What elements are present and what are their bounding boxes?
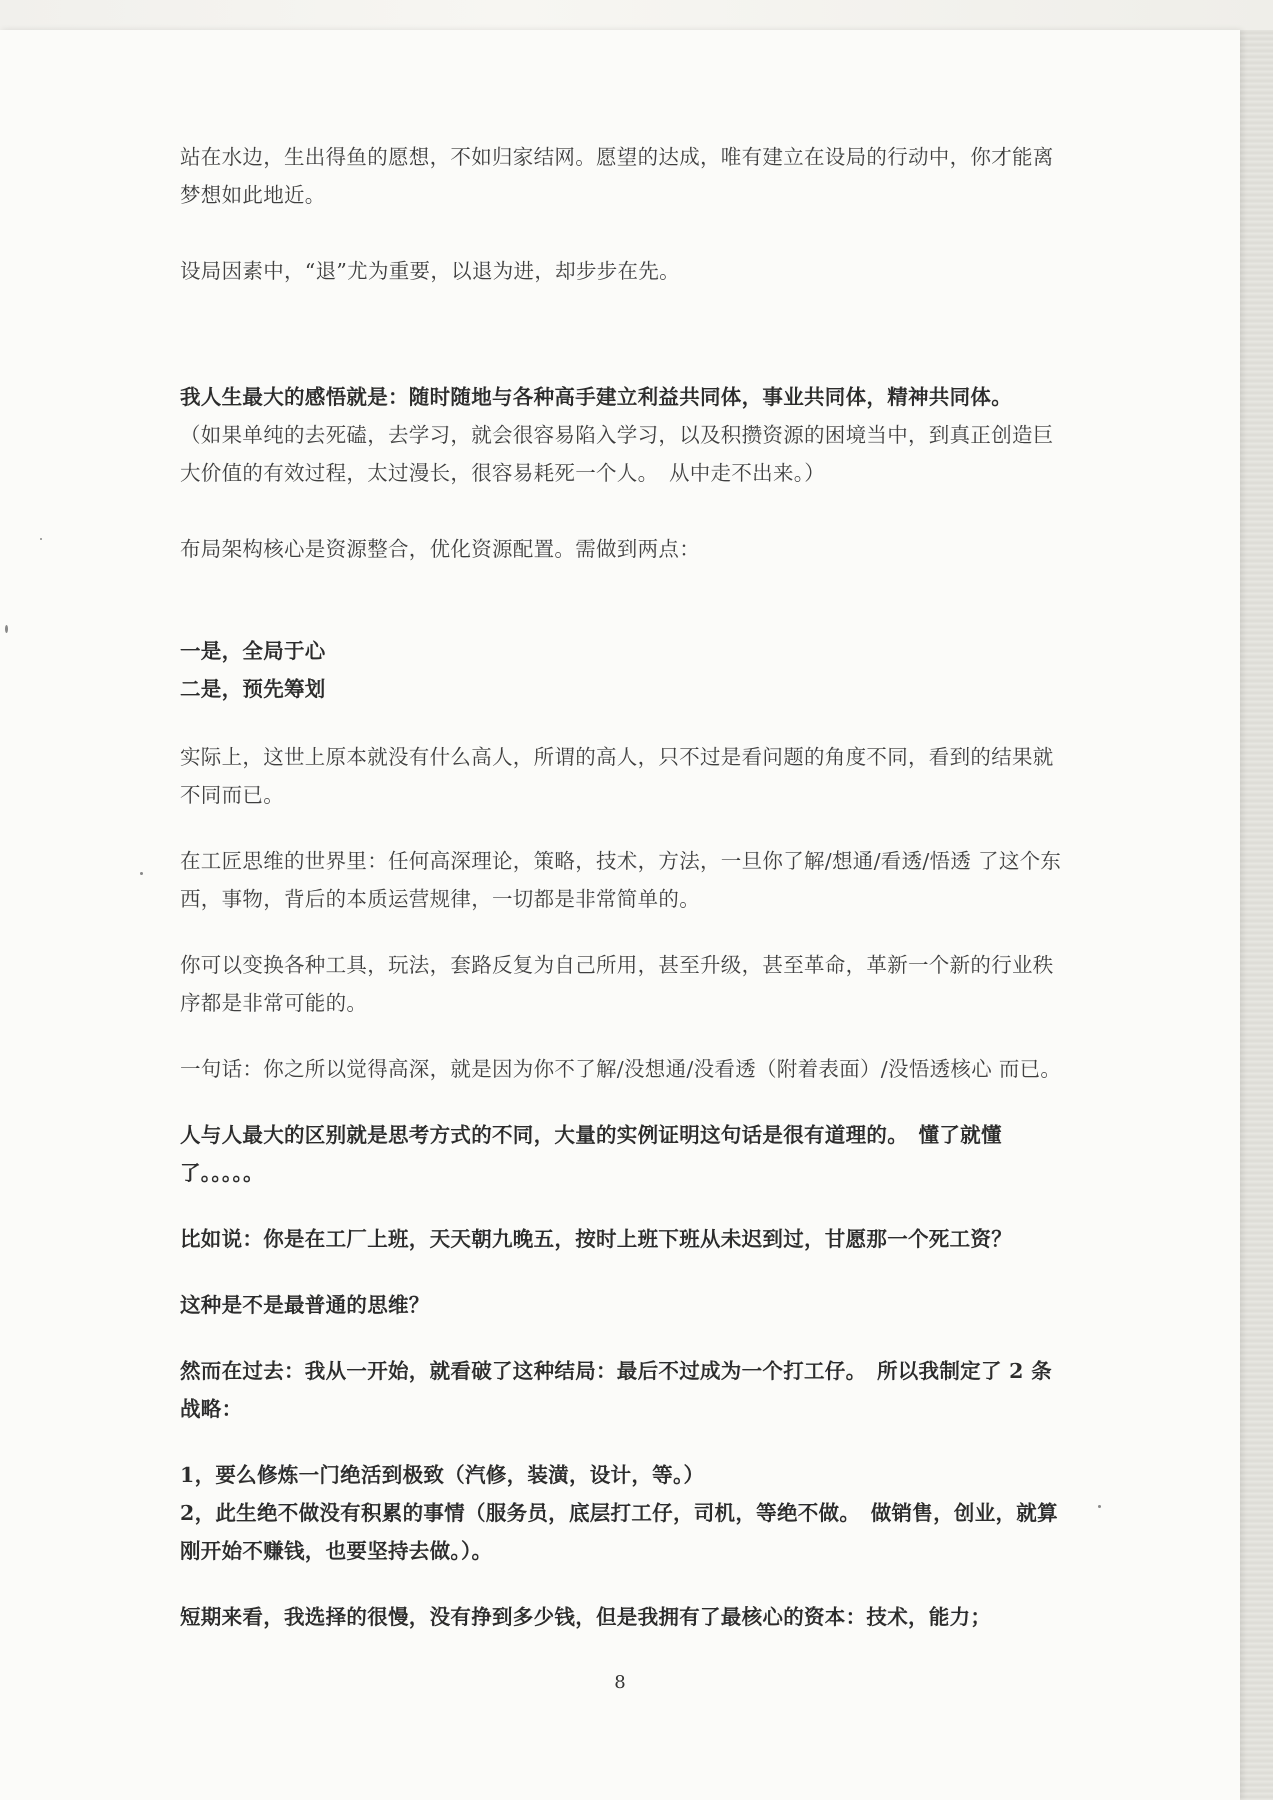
- scan-speck: [5, 625, 8, 633]
- scan-speck: [40, 538, 42, 540]
- paragraph-10: 人与人最大的区别就是思考方式的不同，大量的实例证明这句话是很有道理的。 懂了就懂了。。。。。: [180, 1123, 1002, 1185]
- paragraph-1: 站在水边，生出得鱼的愿想，不如归家结网。愿望的达成，唯有建立在设局的行动中，你才能离梦想如此地近。: [180, 145, 1054, 207]
- scanner-edge: [1240, 30, 1273, 1800]
- document-body: [180, 138, 1072, 1636]
- paragraph-4: 布局架构核心是资源整合，优化资源配置。需做到两点：: [180, 537, 700, 561]
- scan-speck: [140, 872, 143, 875]
- paragraph-3-note: （如果单纯的去死磕，去学习，就会很容易陷入学习，以及积攒资源的困境当中，到真正创造巨大价值的有效过程，太过漫长，很容易耗死一个人。 从中走不出来。）: [180, 423, 1054, 485]
- strategy-1: 1，要么修炼一门绝活到极致（汽修，装潢，设计，等。）: [180, 1463, 705, 1487]
- paragraph-11: 比如说：你是在工厂上班，天天朝九晚五，按时上班下班从未迟到过，甘愿那一个死工资？: [180, 1227, 1012, 1251]
- paragraph-12: 这种是不是最普通的思维？: [180, 1293, 430, 1317]
- list-point-1: 一是，全局于心: [180, 639, 326, 663]
- list-point-2: 二是，预先筹划: [180, 677, 326, 701]
- paragraph-15: 短期来看，我选择的很慢，没有挣到多少钱，但是我拥有了最核心的资本：技术，能力；: [180, 1605, 992, 1629]
- paragraph-7: 在工匠思维的世界里：任何高深理论，策略，技术，方法，一旦你了解/想通/看透/悟透 了这个东西，事物，背后的本质运营规律，一切都是非常简单的。: [180, 849, 1062, 911]
- paragraph-6: 实际上，这世上原本就没有什么高人，所谓的高人，只不过是看问题的角度不同，看到的结果就不同而已。: [180, 745, 1054, 807]
- paragraph-8: 你可以变换各种工具，玩法，套路反复为自己所用，甚至升级，甚至革命，革新一个新的行业秩序都是非常可能的。: [180, 953, 1054, 1015]
- strategy-2: 2，此生绝不做没有积累的事情（服务员，底层打工仔，司机，等绝不做。 做销售，创业，就算刚开始不赚钱，也要坚持去做。）。: [180, 1501, 1058, 1563]
- page-number: 8: [614, 1672, 626, 1693]
- paragraph-13: 然而在过去：我从一开始，就看破了这种结局：最后不过成为一个打工仔。 所以我制定了 2 条战略：: [180, 1359, 1052, 1421]
- paragraph-9: 一句话：你之所以觉得高深，就是因为你不了解/没想通/没看透（附着表面）/没悟透核心 而已。: [180, 1057, 1062, 1081]
- paragraph-3-bold: 我人生最大的感悟就是：随时随地与各种高手建立利益共同体，事业共同体，精神共同体。: [180, 385, 1012, 409]
- scan-speck: [1098, 1505, 1101, 1508]
- paragraph-2: 设局因素中，“退”尤为重要，以退为进，却步步在先。: [180, 259, 680, 283]
